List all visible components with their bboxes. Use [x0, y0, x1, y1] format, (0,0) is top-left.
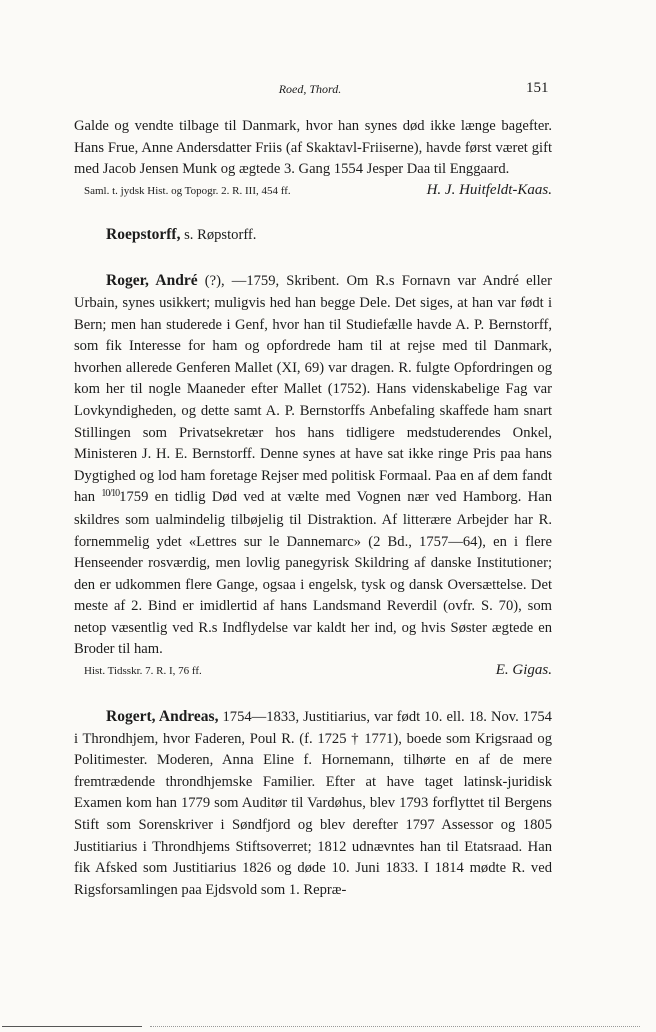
roed-source: Saml. t. jydsk Hist. og Topogr. 2. R. III, 454 ff. [84, 184, 291, 197]
entry-text-roger-a: (?), —1759, Skribent. Om R.s Fornavn var André eller Urbain, synes usikkert; muligvis hed han begge Dele. Det siges, at han var født i Bern; men han studerede i Genf, hvor han til Studiefælle havde A. P. Bernstorff, som fik Interesse for ham og opfordrede ham til at rejse med til Danmark, hvorhen allerede Genferen Mallet (XI, 69) var dragen. R. fulgte Opfordringen og kom her til nogle Maaneder efter Mallet (1752). Hans videnskabelige Fag var Lovkyndigheden, og dette samt A. P. Bernstorffs Anbefaling skaffede ham snart Stillingen som Privatsekretær hos hans tidligere medstuderendes Onkel, Ministeren J. H. E. Bernstorff. Denne synes at have sat ikke ringe Pris paa hans Dygtighed og lod ham foretage Rejser med politisk Formaal. Paa en af dem fandt han [74, 273, 552, 506]
entry-roger [74, 270, 552, 661]
bottom-dotted-rule [150, 1026, 640, 1027]
running-head: Roed, Thord. [278, 82, 342, 96]
roed-author: H. J. Huitfeldt-Kaas. [426, 181, 552, 198]
entry-text-roepstorff: s. Røpstorff. [184, 226, 257, 243]
entry-roepstorff [74, 224, 552, 247]
page-number: 151 [526, 80, 549, 96]
roger-source: Hist. Tidsskr. 7. R. I, 76 ff. [84, 665, 202, 678]
entry-head-roepstorff: Roepstorff, [106, 225, 181, 243]
date-fraction: 10/10 [101, 488, 120, 500]
page-header [0, 80, 656, 104]
entry-text-roger-b: 1759 en tidlig Død ved at vælte med Vognen nær ved Hamborg. Han skildres som ualmindelig tilbøjelig til Distraktion. Af litterære Arbejder har R. fornemmelig ydet «Lettres sur le Dannemarc» (2 Bd., 1757—64), en i flere Henseender rosværdig, men lovlig panegyrisk Skildring af danske Institutioner; den er udkommen flere Gange, ogsaa i engelsk, tysk og dansk Oversættelse. Det meste af 2. Bind er imidlertid af hans Landsmand Reverdil (ovfr. S. 70), som netop væsentlig ved R.s Indflydelse var kaldt her ind, og hvis Søster ægtede en Broder til ham. [74, 489, 552, 658]
page-body [74, 116, 552, 901]
entry-text-rogert: 1754—1833, Justitiarius, var født 10. ell. 18. Nov. 1754 i Throndhjem, hvor Faderen, Poul R. (f. 1725 † 1771), boede som Krigsraad og Politimester. Moderen, Anna Eline f. Hornemann, tilhørte en af de mere fremtrædende throndhjemske Familier. Efter at have taget latinsk-juridisk Examen kom han 1779 som Auditør til Vardøhus, blev 1793 forflyttet til Bergens Stift som Sorenskriver i Søndfjord og blev derefter 1797 Assessor og 1805 Justitiarius i Throndhjems Stiftsoverret; 1812 udnævntes han til Etatsraad. Han fik Afsked som Justitiarius 1826 og døde 10. Juni 1833. I 1814 mødte R. ved Rigsforsamlingen paa Ejdsvold som 1. Repræ- [74, 709, 552, 898]
entry-head-rogert: Rogert, Andreas, [106, 708, 219, 726]
roger-author: E. Gigas. [495, 662, 552, 679]
bottom-rule [2, 1026, 142, 1027]
entry-head-roger: Roger, André [106, 272, 198, 290]
roed-signature [84, 181, 552, 200]
entry-rogert [74, 706, 552, 901]
roger-signature [84, 661, 552, 680]
roed-continuation: Galde og vendte tilbage til Danmark, hvor han synes død ikke længe bagefter. Hans Frue, Anne Andersdatter Friis (af Skaktavl-Friiserne), havde først været gift med Jacob Jensen Munk og ægtede 3. Gang 1554 Jesper Daa til Enggaard. [74, 118, 552, 178]
